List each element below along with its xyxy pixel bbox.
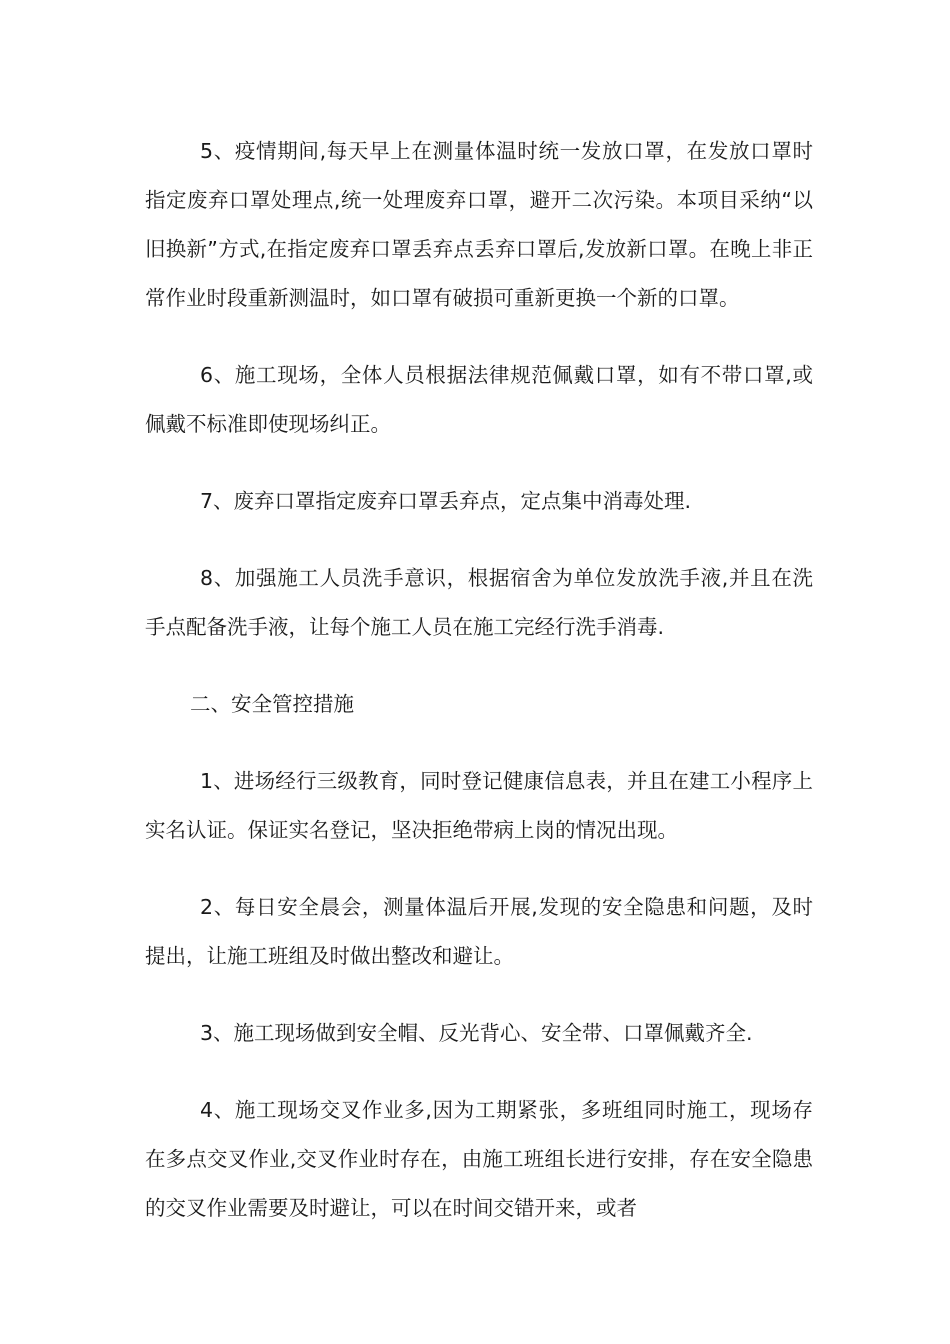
section-heading-safety: 二、安全管控措施	[190, 692, 354, 716]
document-body	[145, 127, 813, 1233]
paragraph-safety-1: 1、进场经行三级教育，同时登记健康信息表，并且在建工小程序上实名认证。保证实名登记，坚决拒绝带病上岗的情况出现。	[145, 769, 813, 842]
paragraph-safety-3: 3、施工现场做到安全帽、反光背心、安全带、口罩佩戴齐全.	[200, 1021, 753, 1045]
paragraph-item-7: 7、废弃口罩指定废弃口罩丢弃点，定点集中消毒处理.	[200, 489, 692, 513]
paragraph-safety-2: 2、每日安全晨会，测量体温后开展,发现的安全隐患和问题，及时提出，让施工班组及时做出整改和避让。	[145, 895, 813, 968]
paragraph-item-6: 6、施工现场，全体人员根据法律规范佩戴口罩，如有不带口罩,或佩戴不标准即使现场纠正。	[145, 363, 813, 436]
paragraph-item-5: 5、疫情期间,每天早上在测量体温时统一发放口罩，在发放口罩时指定废弃口罩处理点,统一处理废弃口罩，避开二次污染。本项目采纳“以旧换新”方式,在指定废弃口罩丢弃点丢弃口罩后,发放新口罩。在晚上非正常作业时段重新测温时，如口罩有破损可重新更换一个新的口罩。	[145, 139, 813, 310]
paragraph-item-8: 8、加强施工人员洗手意识，根据宿舍为单位发放洗手液,并且在洗手点配备洗手液，让每个施工人员在施工完经行洗手消毒.	[145, 566, 813, 639]
paragraph-safety-4: 4、施工现场交叉作业多,因为工期紧张，多班组同时施工，现场存在多点交叉作业,交叉作业时存在，由施工班组长进行安排，存在安全隐患的交叉作业需要及时避让，可以在时间交错开来，或者	[145, 1098, 813, 1220]
